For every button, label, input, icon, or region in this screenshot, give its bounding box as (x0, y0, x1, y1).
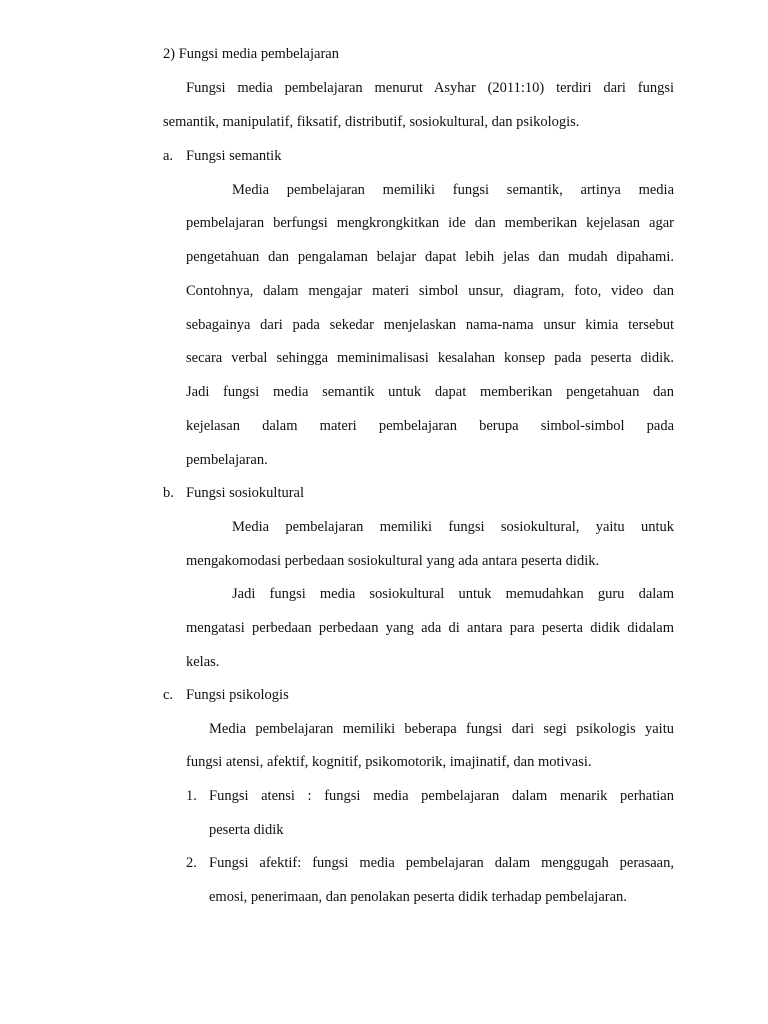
paragraph-line: secara verbal sehingga meminimalisasi kesalahan konsep pada peserta didik. (186, 350, 674, 366)
paragraph-line: Jadi fungsi media semantik untuk dapat memberikan pengetahuan dan (186, 384, 674, 400)
paragraph-line: Media pembelajaran memiliki fungsi semantik, artinya media (232, 182, 674, 198)
subitem-line: emosi, penerimaan, dan penolakan peserta didik terhadap pembelajaran. (209, 889, 627, 905)
item-title: Fungsi semantik (186, 148, 282, 164)
intro-line: Fungsi media pembelajaran menurut Asyhar (2011:10) terdiri dari fungsi (186, 80, 674, 96)
paragraph-line: kelas. (186, 654, 220, 670)
item-marker: c. (163, 687, 174, 703)
paragraph-line: Contohnya, dalam mengajar materi simbol unsur, diagram, foto, video dan (186, 283, 674, 299)
subitem-marker: 2. (186, 855, 197, 871)
subitem-line: Fungsi atensi : fungsi media pembelajaran dalam menarik perhatian (209, 788, 674, 804)
intro-line: semantik, manipulatif, fiksatif, distributif, sosiokultural, dan psikologis. (163, 114, 580, 130)
paragraph-line: pembelajaran. (186, 452, 268, 468)
subitem-line: Fungsi afektif: fungsi media pembelajaran dalam menggugah perasaan, (209, 855, 674, 871)
item-title: Fungsi sosiokultural (186, 485, 305, 501)
paragraph-line: kejelasan dalam materi pembelajaran berupa simbol-simbol pada (186, 418, 674, 434)
subitem-marker: 1. (186, 788, 197, 804)
item-marker: a. (163, 148, 174, 164)
paragraph-line: Media pembelajaran memiliki fungsi sosiokultural, yaitu untuk (232, 519, 674, 535)
item-title: Fungsi psikologis (186, 687, 289, 703)
paragraph-line: sebagainya dari pada sekedar menjelaskan nama-nama unsur kimia tersebut (186, 317, 674, 333)
section-heading: 2) Fungsi media pembelajaran (163, 46, 339, 62)
paragraph-line: pengetahuan dan pengalaman belajar dapat lebih jelas dan mudah dipahami. (186, 249, 674, 265)
paragraph-line: fungsi atensi, afektif, kognitif, psikomotorik, imajinatif, dan motivasi. (186, 754, 592, 770)
paragraph-line: mengatasi perbedaan perbedaan yang ada di antara para peserta didik didalam (186, 620, 674, 636)
paragraph-line: mengakomodasi perbedaan sosiokultural yang ada antara peserta didik. (186, 553, 600, 569)
paragraph-line: Jadi fungsi media sosiokultural untuk memudahkan guru dalam (232, 586, 674, 602)
paragraph-line: Media pembelajaran memiliki beberapa fungsi dari segi psikologis yaitu (209, 721, 674, 737)
paragraph-line: pembelajaran berfungsi mengkrongkitkan ide dan memberikan kejelasan agar (186, 215, 674, 231)
subitem-line: peserta didik (209, 822, 284, 838)
item-marker: b. (163, 485, 174, 501)
